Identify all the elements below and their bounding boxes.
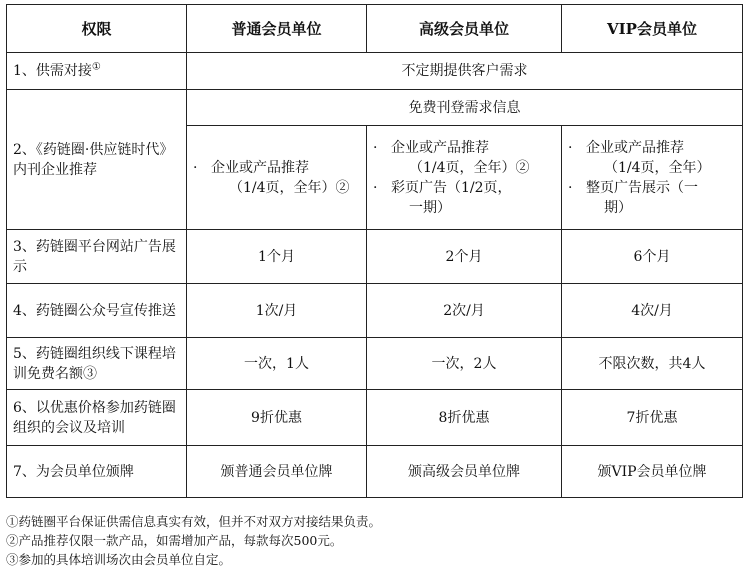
bullet-main-text: 企业或产品推荐 [211,159,309,176]
permission-cell: 2、《药链圈·供应链时代》内刊企业推荐 [7,90,187,230]
bullet-icon: · [193,159,198,176]
advanced-benefit-cell: 颁高级会员单位牌 [367,446,562,498]
list-item [373,178,555,218]
table-row [7,338,743,390]
bullet-icon: · [568,139,573,156]
advanced-benefit-cell: 一次，2人 [367,338,562,390]
table-row [7,284,743,338]
header-advanced-member: 高级会员单位 [367,5,562,53]
header-normal-member: 普通会员单位 [187,5,367,53]
bullet-list [193,158,360,198]
list-item [373,138,555,178]
footnote-mark: ① [91,61,101,73]
merged-benefit-cell: 免费刊登需求信息 [187,90,743,126]
bullet-list [568,138,736,218]
vip-benefit-cell: 6个月 [562,230,743,284]
footnote-3: ③参加的具体培训场次由会员单位自定。 [6,552,232,567]
advanced-benefit-cell [367,126,562,230]
permission-text: 1、供需对接 [13,63,92,79]
bullet-sub-text: （1/4页，全年） [604,159,711,176]
bullet-list [373,138,555,218]
bullet-sub-text: 期） [604,199,632,216]
advanced-benefit-cell: 8折优惠 [367,390,562,446]
vip-benefit-cell: 颁VIP会员单位牌 [562,446,743,498]
table-header-row [7,5,743,53]
bullet-icon: · [373,139,378,156]
vip-benefit-cell [562,126,743,230]
bullet-sub-text: 一期） [409,199,451,216]
normal-benefit-cell: 9折优惠 [187,390,367,446]
advanced-benefit-cell: 2次/月 [367,284,562,338]
footnotes [6,512,381,569]
normal-benefit-cell: 1次/月 [187,284,367,338]
permission-cell: 3、药链圈平台网站广告展示 [7,230,187,284]
bullet-sub-text: （1/4页，全年）② [409,159,530,176]
list-item [568,178,736,218]
permission-cell: 4、药链圈公众号宣传推送 [7,284,187,338]
normal-benefit-cell [187,126,367,230]
vip-benefit-cell: 4次/月 [562,284,743,338]
normal-benefit-cell: 一次，1人 [187,338,367,390]
header-permission: 权限 [7,5,187,53]
bullet-main-text: 企业或产品推荐 [586,139,684,156]
permission-cell: 7、为会员单位颁牌 [7,446,187,498]
normal-benefit-cell: 颁普通会员单位牌 [187,446,367,498]
table-row [7,446,743,498]
list-item [568,138,736,178]
footnote-2: ②产品推荐仅限一款产品，如需增加产品，每款每次500元。 [6,533,343,548]
normal-benefit-cell: 1个月 [187,230,367,284]
bullet-icon: · [373,179,378,196]
header-vip-member: VIP会员单位 [562,5,743,53]
vip-benefit-cell: 7折优惠 [562,390,743,446]
bullet-sub-text: （1/4页，全年）② [229,179,350,196]
membership-benefits-table [6,4,743,498]
permission-cell: 5、药链圈组织线下课程培训免费名额③ [7,338,187,390]
permission-cell [7,53,187,90]
permission-cell: 6、以优惠价格参加药链圈组织的会议及培训 [7,390,187,446]
vip-benefit-cell: 不限次数，共4人 [562,338,743,390]
table-row [7,53,743,90]
table-row [7,390,743,446]
table-row [7,230,743,284]
merged-benefit-cell: 不定期提供客户需求 [187,53,743,90]
footnote-1: ①药链圈平台保证供需信息真实有效，但并不对双方对接结果负责。 [6,514,382,529]
table-row [7,90,743,126]
bullet-main-text: 彩页广告（1/2页， [391,179,512,196]
bullet-main-text: 企业或产品推荐 [391,139,489,156]
advanced-benefit-cell: 2个月 [367,230,562,284]
bullet-main-text: 整页广告展示（一 [586,179,698,196]
bullet-icon: · [568,179,573,196]
list-item [193,158,360,198]
